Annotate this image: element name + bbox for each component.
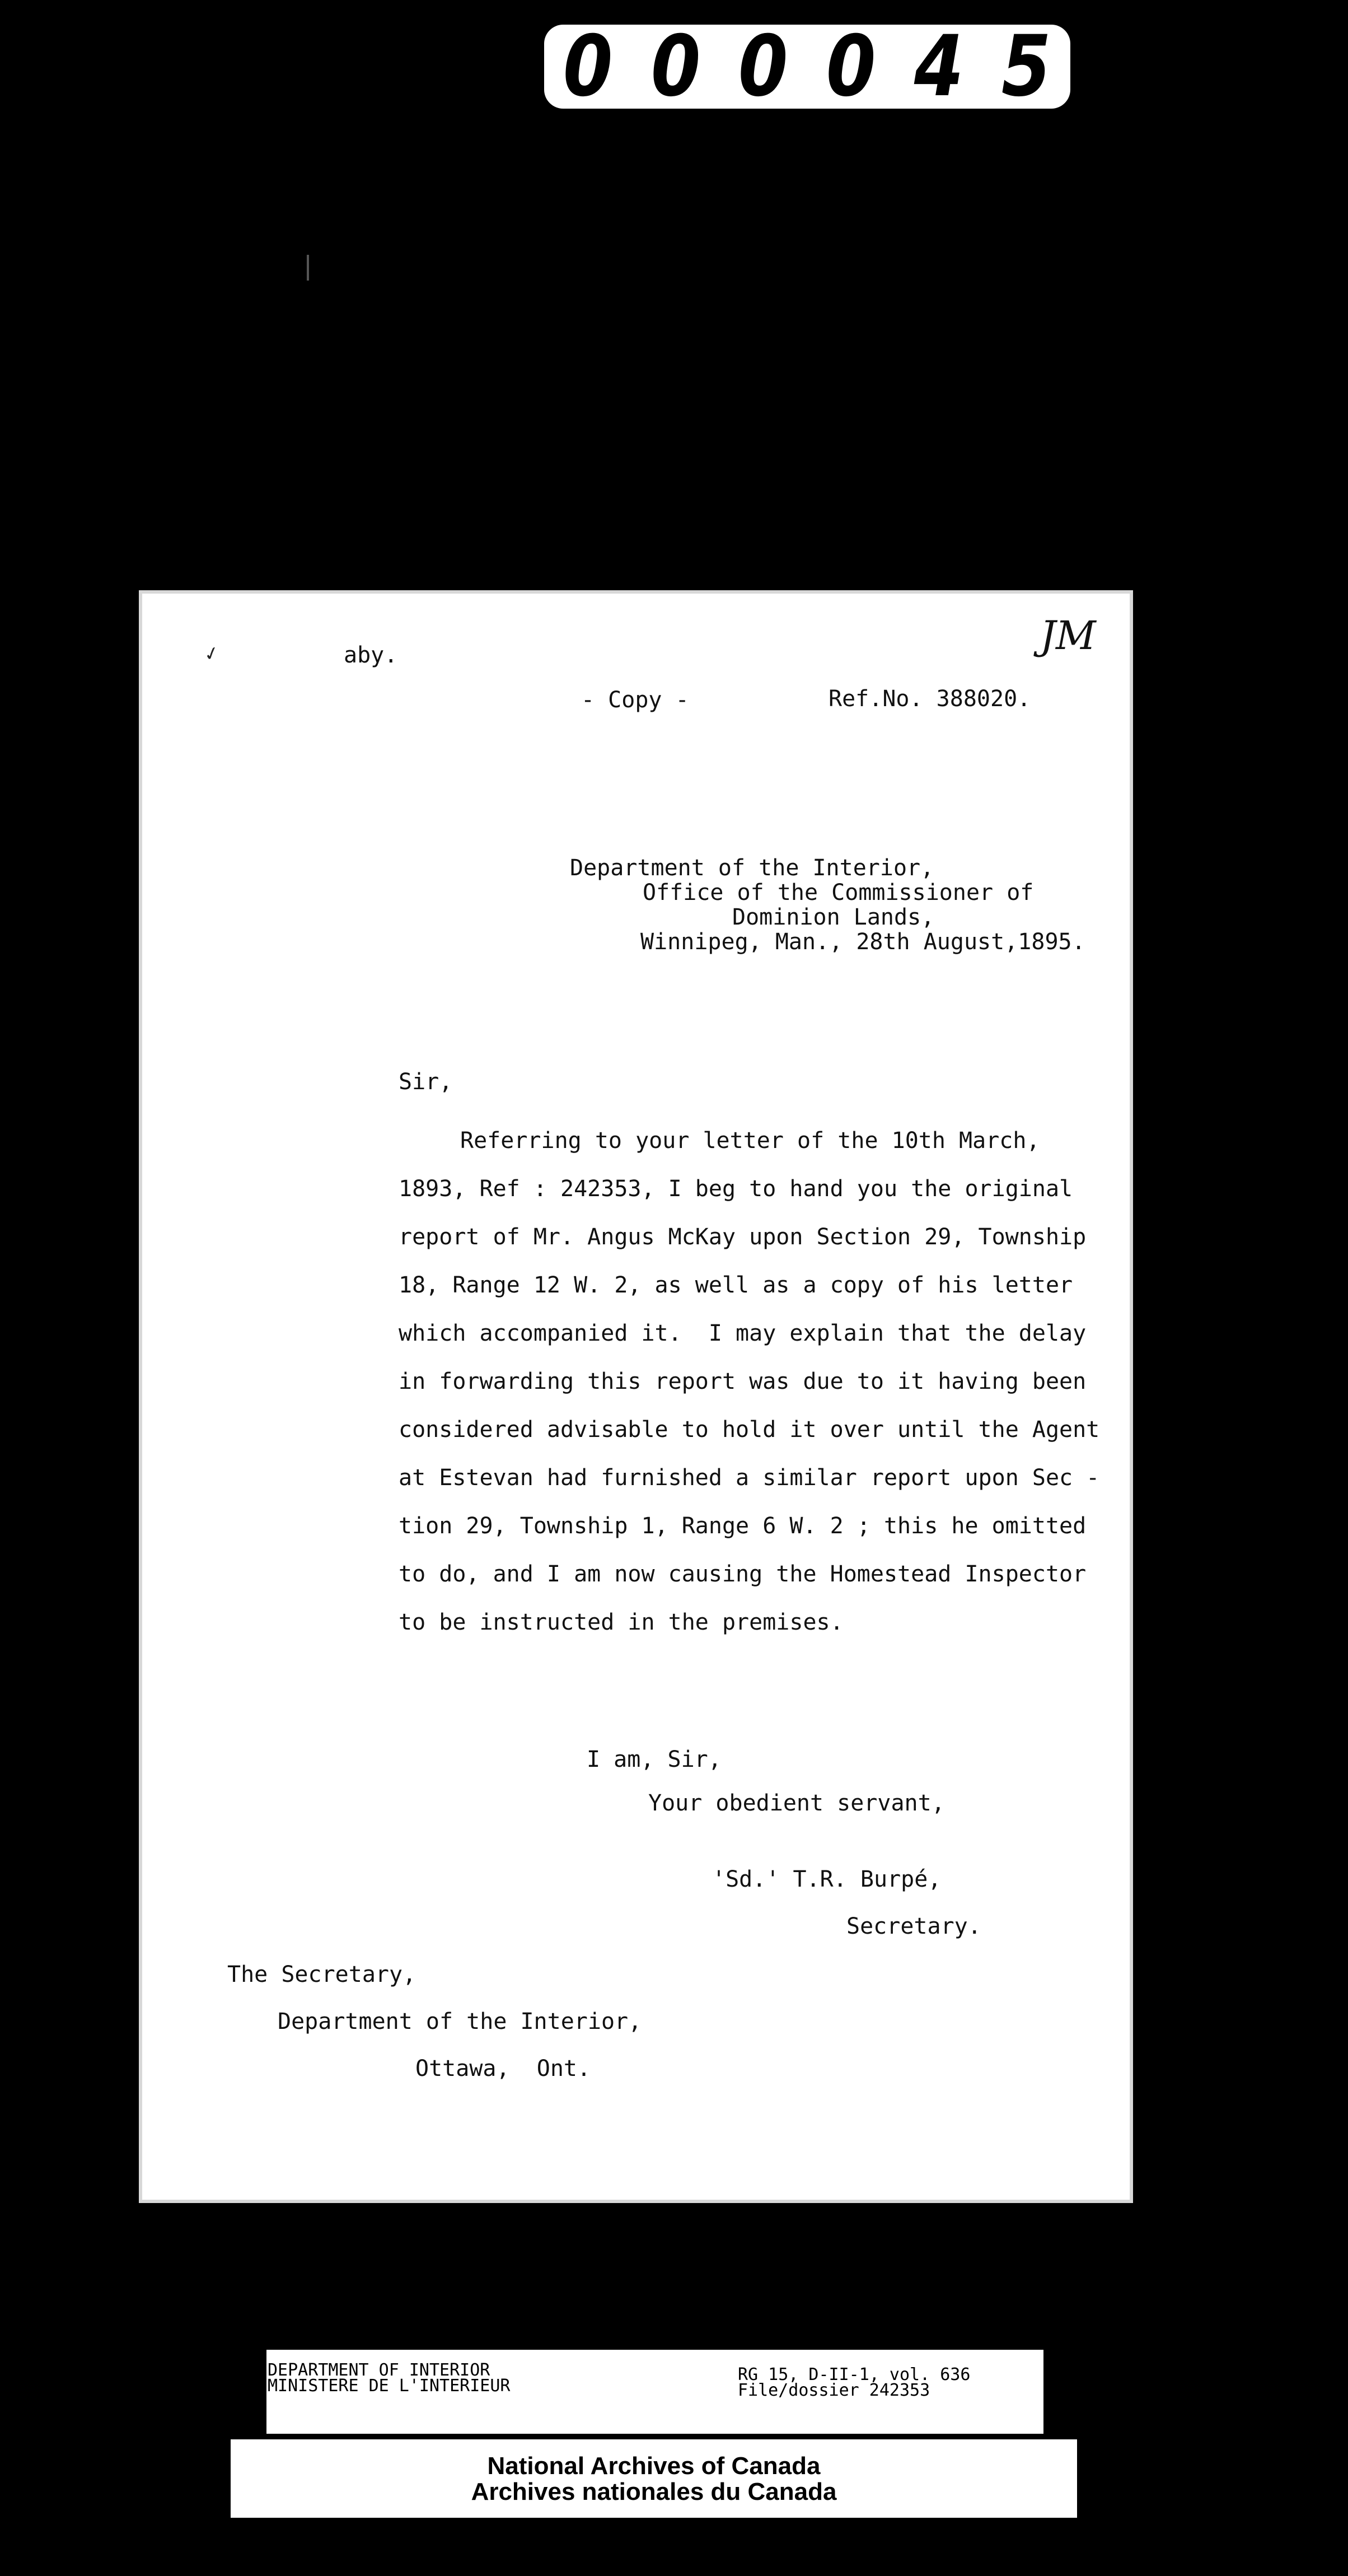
recipient-line: The Secretary,	[227, 1962, 416, 1987]
archive-name-fr: Archives nationales du Canada	[471, 2478, 837, 2505]
frame-digit: 4	[914, 18, 964, 115]
record-group: RG 15, D-II-1, vol. 636	[738, 2365, 971, 2384]
signature: 'Sd.' T.R. Burpé,	[712, 1866, 942, 1892]
typist-initials: aby.	[344, 642, 398, 668]
body-line: in forwarding this report was due to it having been	[399, 1369, 1087, 1394]
address-line: Department of the Interior,	[570, 855, 934, 881]
frame-digit: 0	[738, 18, 788, 115]
frame-digit: 0	[563, 18, 613, 115]
frame-digit: 5	[1001, 18, 1051, 115]
department-en: DEPARTMENT OF INTERIOR	[268, 2360, 490, 2380]
archive-name-label	[231, 2439, 1077, 2518]
address-line: Winnipeg, Man., 28th August,1895.	[640, 929, 1085, 955]
body-line: to do, and I am now causing the Homestead Inspector	[399, 1561, 1087, 1587]
recipient-line: Ottawa, Ont.	[415, 2056, 591, 2082]
frame-digit: 0	[650, 18, 701, 115]
archive-name-en: National Archives of Canada	[487, 2452, 821, 2480]
archive-reference-label	[266, 2350, 1043, 2434]
letter-page	[139, 590, 1133, 2203]
salutation: Sir,	[399, 1069, 453, 1095]
signature-title: Secretary.	[846, 1914, 981, 1939]
closing-line: Your obedient servant,	[648, 1790, 945, 1816]
file-number: File/dossier 242353	[738, 2381, 930, 2400]
body-line: Referring to your letter of the 10th March,	[460, 1128, 1040, 1154]
handwritten-initials: JM	[1040, 613, 1096, 659]
body-line: at Estevan had furnished a similar report upon Sec -	[399, 1465, 1100, 1491]
body-line: 1893, Ref : 242353, I beg to hand you the original	[399, 1176, 1073, 1202]
body-line: 18, Range 12 W. 2, as well as a copy of his letter	[399, 1272, 1073, 1298]
check-mark-icon: ✓	[202, 639, 221, 667]
body-line: tion 29, Township 1, Range 6 W. 2 ; this he omitted	[399, 1513, 1087, 1539]
frame-digit: 0	[826, 18, 876, 115]
frame-number-label	[544, 18, 1070, 115]
body-line: to be instructed in the premises.	[399, 1609, 844, 1635]
recipient-line: Department of the Interior,	[278, 2009, 642, 2034]
address-line: Dominion Lands,	[732, 904, 935, 930]
body-line: report of Mr. Angus McKay upon Section 29, Township	[399, 1224, 1087, 1250]
body-line: considered advisable to hold it over until the Agent	[399, 1417, 1100, 1443]
copy-label: - Copy -	[581, 687, 689, 713]
department-fr: MINISTERE DE L'INTERIEUR	[268, 2376, 511, 2396]
film-mark	[307, 255, 309, 281]
reference-number: Ref.No. 388020.	[829, 686, 1031, 712]
body-line: which accompanied it. I may explain that the delay	[399, 1320, 1087, 1346]
closing-line: I am, Sir,	[587, 1747, 722, 1772]
address-line: Office of the Commissioner of	[643, 880, 1034, 906]
